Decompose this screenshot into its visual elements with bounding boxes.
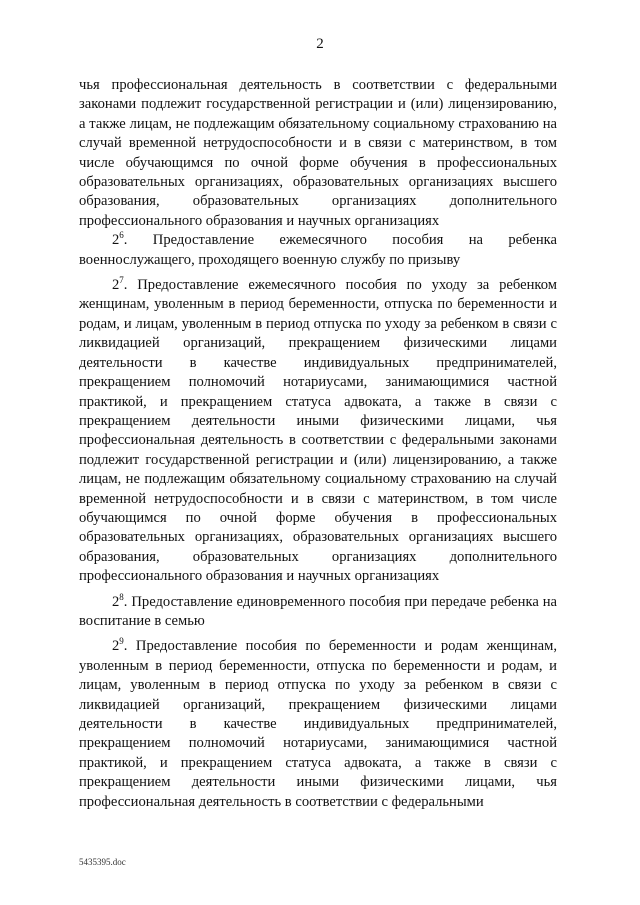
item-number: 2 — [112, 232, 120, 249]
paragraph-text: . Предоставление ежемесячного пособия по уходу за ребенком женщинам, уволенным в период беременности, отпуска по беременности и родам, и лицам, уволенным в период отпуска по уходу за ребенком в связи с ликвидацией организаций, прекращением физическими лицами деятельности в качестве индивидуальных предпринимателей, прекращением полномочий нотариусами, занимающимися частной практикой, и прекращением статуса адвоката, а также в связи с прекращением деятельности иными физическими лицами, чья профессиональная деятельность в соответствии с федеральными законами подлежит государственной регистрации и (или) лицензированию, а также лицам, не подлежащим обязательному социальному страхованию на случай временной нетрудоспособности и в связи с материнством, в том числе обучающимся по очной форме обучения в профессиональных образовательных организациях, образовательных организациях высшего образования, образовательных организациях дополнительного профессионального образования и научных организациях — [79, 277, 557, 585]
paragraph-2-7 — [79, 276, 557, 587]
paragraph-text: . Предоставление единовременного пособия при передаче ребенка на воспитание в семью — [79, 593, 557, 629]
item-number: 2 — [112, 593, 120, 610]
paragraph-2-6 — [79, 231, 557, 270]
footer-filename: 5435395.doc — [79, 857, 126, 867]
page-number: 2 — [316, 36, 324, 52]
item-number-superscript: 7 — [119, 275, 124, 286]
document-body — [79, 76, 557, 812]
paragraph-2-9 — [79, 637, 557, 812]
item-number-superscript: 8 — [119, 591, 124, 602]
paragraph-continuation — [79, 76, 557, 231]
item-number: 2 — [112, 638, 120, 655]
paragraph-2-8 — [79, 593, 557, 632]
item-number-superscript: 9 — [119, 636, 124, 647]
paragraph-text: чья профессиональная деятельность в соответствии с федеральными законами подлежит государственной регистрации и (или) лицензированию, а также лицам, не подлежащим обязательному социальному страхованию на случай временной нетрудоспособности и в связи с материнством, в том числе обучающимся по очной форме обучения в профессиональных образовательных организациях, образовательных организациях высшего образования, образовательных организациях дополнительного профессионального образования и научных организациях — [79, 77, 557, 229]
item-number-superscript: 6 — [119, 230, 124, 241]
paragraph-text: . Предоставление ежемесячного пособия на ребенка военнослужащего, проходящего военную службу по призыву — [79, 232, 557, 268]
paragraph-text: . Предоставление пособия по беременности и родам женщинам, уволенным в период беременности, отпуска по беременности и родам, и лицам, уволенным в период отпуска по уходу за ребенком в связи с ликвидацией организаций, прекращением физическими лицами деятельности в качестве индивидуальных предпринимателей, прекращением полномочий нотариусами, занимающимися частной практикой, и прекращением статуса адвоката, а также в связи с прекращением деятельности иными физическими лицами, чья профессиональная деятельность в соответствии с федеральными — [79, 638, 557, 810]
item-number: 2 — [112, 277, 120, 294]
